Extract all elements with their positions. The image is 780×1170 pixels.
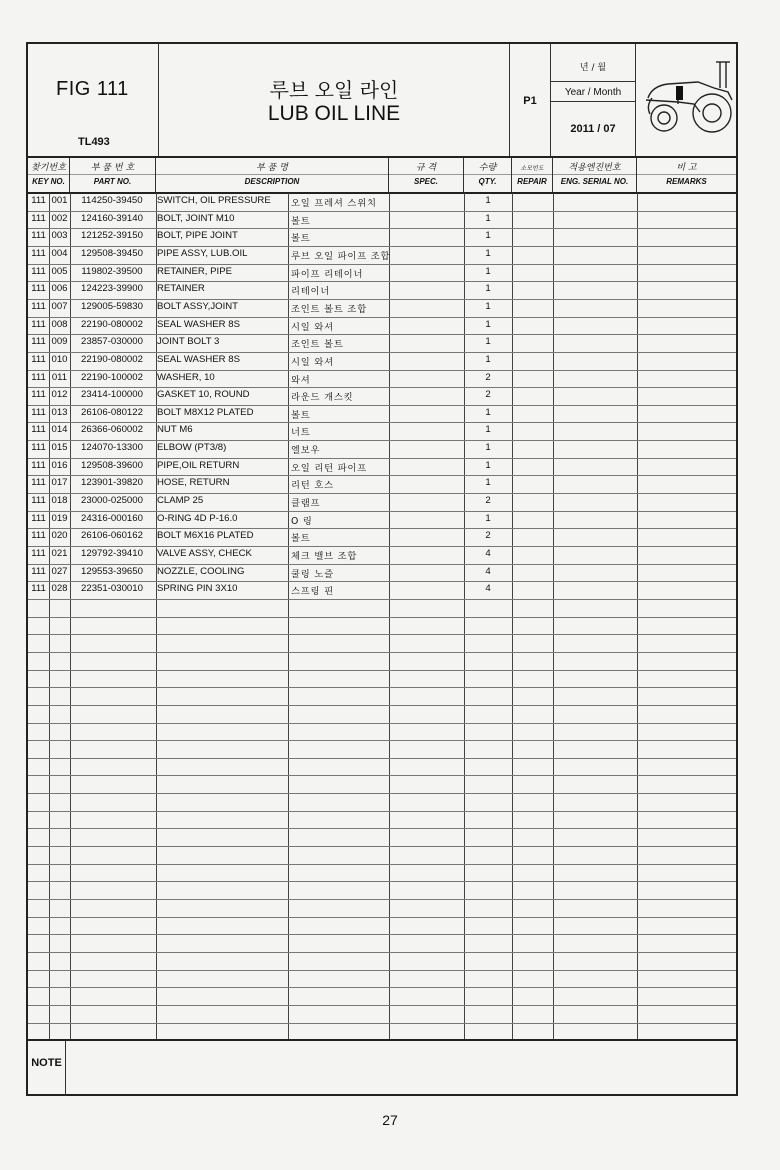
korean-description-cell: 엘보우 [291,445,321,457]
parts-table [28,193,736,1039]
key-no-cell: 003 [51,230,68,242]
figure-cell: 111 [31,548,46,559]
description-cell: VALVE ASSY, CHECK [157,548,252,559]
part-no-cell: 24316-000160 [81,512,143,524]
figure-cell: 111 [31,530,46,542]
description-cell: CLAMP 25 [157,495,204,507]
description-cell: BOLT, PIPE JOINT [157,230,238,242]
table-row [28,493,736,511]
description-cell: WASHER, 10 [157,371,215,383]
table-row [28,581,736,599]
figure-cell: 111 [31,195,46,206]
figure-cell: 111 [31,424,46,436]
part-no-cell: 26106-060162 [81,530,143,542]
tractor-icon [638,58,738,138]
korean-description-cell: 시일 와셔 [291,321,334,333]
key-no-cell: 015 [51,442,68,454]
figure-cell: 111 [31,389,46,401]
description-cell: BOLT M6X16 PLATED [157,530,254,542]
header-spec: 규 격 SPEC. [389,158,464,192]
parts-sheet [26,42,738,1096]
qty-cell: 1 [485,265,491,277]
description-cell: SPRING PIN 3X10 [157,583,238,595]
key-no-cell: 018 [51,495,68,507]
qty-cell: 1 [485,477,491,489]
key-no-cell: 019 [51,512,68,524]
part-no-cell: 22351-030010 [81,583,143,595]
korean-description-cell: 조인트 볼트 조합 [291,303,367,315]
qty-cell: 2 [485,371,491,383]
korean-description-cell: O 링 [291,515,313,527]
table-row [28,352,736,370]
description-cell: SWITCH, OIL PRESSURE [157,195,271,206]
qty-cell: 4 [485,548,491,559]
title-english: LUB OIL LINE [267,102,401,125]
part-no-cell: 119802-39500 [81,265,143,277]
description-cell: JOINT BOLT 3 [157,336,220,348]
part-no-cell: 123901-39820 [81,477,143,489]
korean-description-cell: 라운드 개스킷 [291,392,354,404]
qty-cell: 1 [485,283,491,295]
date-value: 2011 / 07 [570,123,616,135]
key-no-cell: 016 [51,459,68,471]
part-no-cell: 129553-39650 [81,565,143,577]
figure-box [28,44,159,156]
model-code: TL493 [78,136,110,148]
figure-cell: 111 [31,583,46,595]
table-row [28,228,736,246]
qty-cell: 4 [485,583,491,595]
part-no-cell: 124160-39140 [81,212,143,224]
key-no-cell: 013 [51,406,68,418]
table-row [28,317,736,335]
qty-cell: 1 [485,195,491,206]
part-no-cell: 23414-100000 [81,389,143,401]
table-row [28,281,736,299]
key-no-cell: 001 [51,195,68,206]
table-row [28,458,736,476]
header-description: 부 품 명 DESCRIPTION [156,158,389,192]
table-row [28,405,736,423]
figure-cell: 111 [31,371,46,383]
description-cell: BOLT ASSY,JOINT [157,300,239,312]
key-no-cell: 011 [51,371,68,383]
part-no-cell: 129792-39410 [81,548,143,559]
description-cell: RETAINER, PIPE [157,265,232,277]
part-no-cell: 23000-025000 [81,495,143,507]
key-no-cell: 012 [51,389,68,401]
figure-cell: 111 [31,230,46,242]
qty-cell: 2 [485,495,491,507]
qty-cell: 2 [485,530,491,542]
table-row [28,193,736,211]
qty-cell: 4 [485,565,491,577]
figure-cell: 111 [31,565,46,577]
table-row [28,422,736,440]
qty-cell: 1 [485,300,491,312]
header-eng-serial: 적용엔진번호 ENG. SERIAL NO. [553,158,637,192]
korean-description-cell: 클램프 [291,498,321,510]
korean-description-cell: 볼트 [291,409,311,421]
key-no-cell: 005 [51,265,68,277]
description-cell: NUT M6 [157,424,193,436]
figure-cell: 111 [31,247,46,259]
figure-cell: 111 [31,512,46,524]
part-no-cell: 26106-080122 [81,406,143,418]
part-no-cell: 23857-030000 [81,336,143,348]
figure-cell: 111 [31,283,46,295]
title-korean: 루브 오일 라인 [269,78,399,102]
korean-description-cell: 볼트 [291,533,311,545]
qty-cell: 1 [485,212,491,224]
table-row [28,528,736,546]
table-row [28,246,736,264]
korean-description-cell: 리턴 호스 [291,480,334,492]
qty-cell: 1 [485,230,491,242]
korean-description-cell: 시일 와셔 [291,356,334,368]
korean-description-cell: 스프링 핀 [291,586,334,598]
korean-description-cell: 너트 [291,427,311,439]
figure-cell: 111 [31,442,46,454]
date-box [551,44,636,156]
figure-cell: 111 [31,265,46,277]
key-no-cell: 006 [51,283,68,295]
qty-cell: 1 [485,406,491,418]
key-no-cell: 008 [51,318,68,330]
key-no-cell: 020 [51,530,68,542]
description-cell: GASKET 10, ROUND [157,389,250,401]
qty-cell: 2 [485,389,491,401]
description-cell: SEAL WASHER 8S [157,353,240,365]
korean-description-cell: 볼트 [291,215,311,227]
key-no-cell: 007 [51,300,68,312]
figure-cell: 111 [31,336,46,348]
korean-description-cell: 볼트 [291,233,311,245]
figure-cell: 111 [31,406,46,418]
description-cell: O-RING 4D P-16.0 [157,512,238,524]
tractor-icon-box [636,44,738,156]
key-no-cell: 004 [51,247,68,259]
table-row [28,211,736,229]
korean-description-cell: 오일 프레셔 스위치 [291,198,377,209]
description-cell: BOLT M8X12 PLATED [157,406,254,418]
key-no-cell: 028 [51,583,68,595]
korean-description-cell: 루브 오일 파이프 조합 [291,250,391,262]
figure-cell: 111 [31,495,46,507]
description-cell: HOSE, RETURN [157,477,230,489]
part-no-cell: 129005-59830 [81,300,143,312]
description-cell: RETAINER [157,283,205,295]
key-no-cell: 027 [51,565,68,577]
table-row [28,264,736,282]
part-no-cell: 124223-39900 [81,283,143,295]
qty-cell: 1 [485,353,491,365]
qty-cell: 1 [485,459,491,471]
figure-cell: 111 [31,318,46,330]
part-no-cell: 22190-100002 [81,371,143,383]
qty-cell: 1 [485,247,491,259]
table-row [28,387,736,405]
part-no-cell: 129508-39450 [81,247,143,259]
header-part-no: 부 품 번 호 PART NO. [70,158,156,192]
table-row [28,440,736,458]
qty-cell: 1 [485,512,491,524]
description-cell: BOLT, JOINT M10 [157,212,235,224]
qty-cell: 1 [485,318,491,330]
korean-description-cell: 조인트 볼트 [291,339,344,351]
page-code-box [510,44,551,156]
part-no-cell: 121252-39150 [81,230,143,242]
table-row [28,299,736,317]
description-cell: PIPE ASSY, LUB.OIL [157,247,248,259]
figure-number: FIG 111 [56,78,129,100]
description-cell: ELBOW (PT3/8) [157,442,227,454]
description-cell: PIPE,OIL RETURN [157,459,240,471]
table-row [28,546,736,564]
figure-cell: 111 [31,212,46,224]
part-no-cell: 129508-39600 [81,459,143,471]
figure-cell: 111 [31,300,46,312]
qty-cell: 1 [485,424,491,436]
key-no-cell: 002 [51,212,68,224]
note-label: NOTE [28,1041,66,1096]
table-row [28,370,736,388]
page-number: 27 [382,1112,398,1128]
part-no-cell: 124070-13300 [81,442,143,454]
table-row [28,511,736,529]
page-code: P1 [523,95,537,107]
key-no-cell: 017 [51,477,68,489]
figure-cell: 111 [31,353,46,365]
korean-description-cell: 와셔 [291,374,311,386]
note-area [28,1039,736,1096]
table-row [28,475,736,493]
part-no-cell: 22190-080002 [81,353,143,365]
key-no-cell: 021 [51,548,68,559]
date-label-korean: 년 / 월 [579,63,607,73]
header-qty: 수량 QTY. [464,158,512,192]
title-box [159,44,510,156]
korean-description-cell: 오일 리턴 파이프 [291,462,367,474]
description-cell: NOZZLE, COOLING [157,565,245,577]
date-label-english: Year / Month [564,87,622,98]
qty-cell: 1 [485,442,491,454]
key-no-cell: 010 [51,353,68,365]
table-row [28,334,736,352]
korean-description-cell: 리테이너 [291,286,331,298]
table-row [28,564,736,582]
key-no-cell: 014 [51,424,68,436]
part-no-cell: 26366-060002 [81,424,143,436]
korean-description-cell: 쿨링 노즐 [291,568,334,580]
figure-cell: 111 [31,459,46,471]
header-remarks: 비 고 REMARKS [637,158,736,192]
korean-description-cell: 체크 밸브 조합 [291,551,358,562]
header-key-no: 찾기번호 KEY NO. [28,158,70,192]
qty-cell: 1 [485,336,491,348]
description-cell: SEAL WASHER 8S [157,318,240,330]
part-no-cell: 114250-39450 [81,195,143,206]
part-no-cell: 22190-080002 [81,318,143,330]
figure-cell: 111 [31,477,46,489]
korean-description-cell: 파이프 리테이너 [291,268,364,280]
key-no-cell: 009 [51,336,68,348]
header-repair: 소모빈도 REPAIR [512,158,553,192]
